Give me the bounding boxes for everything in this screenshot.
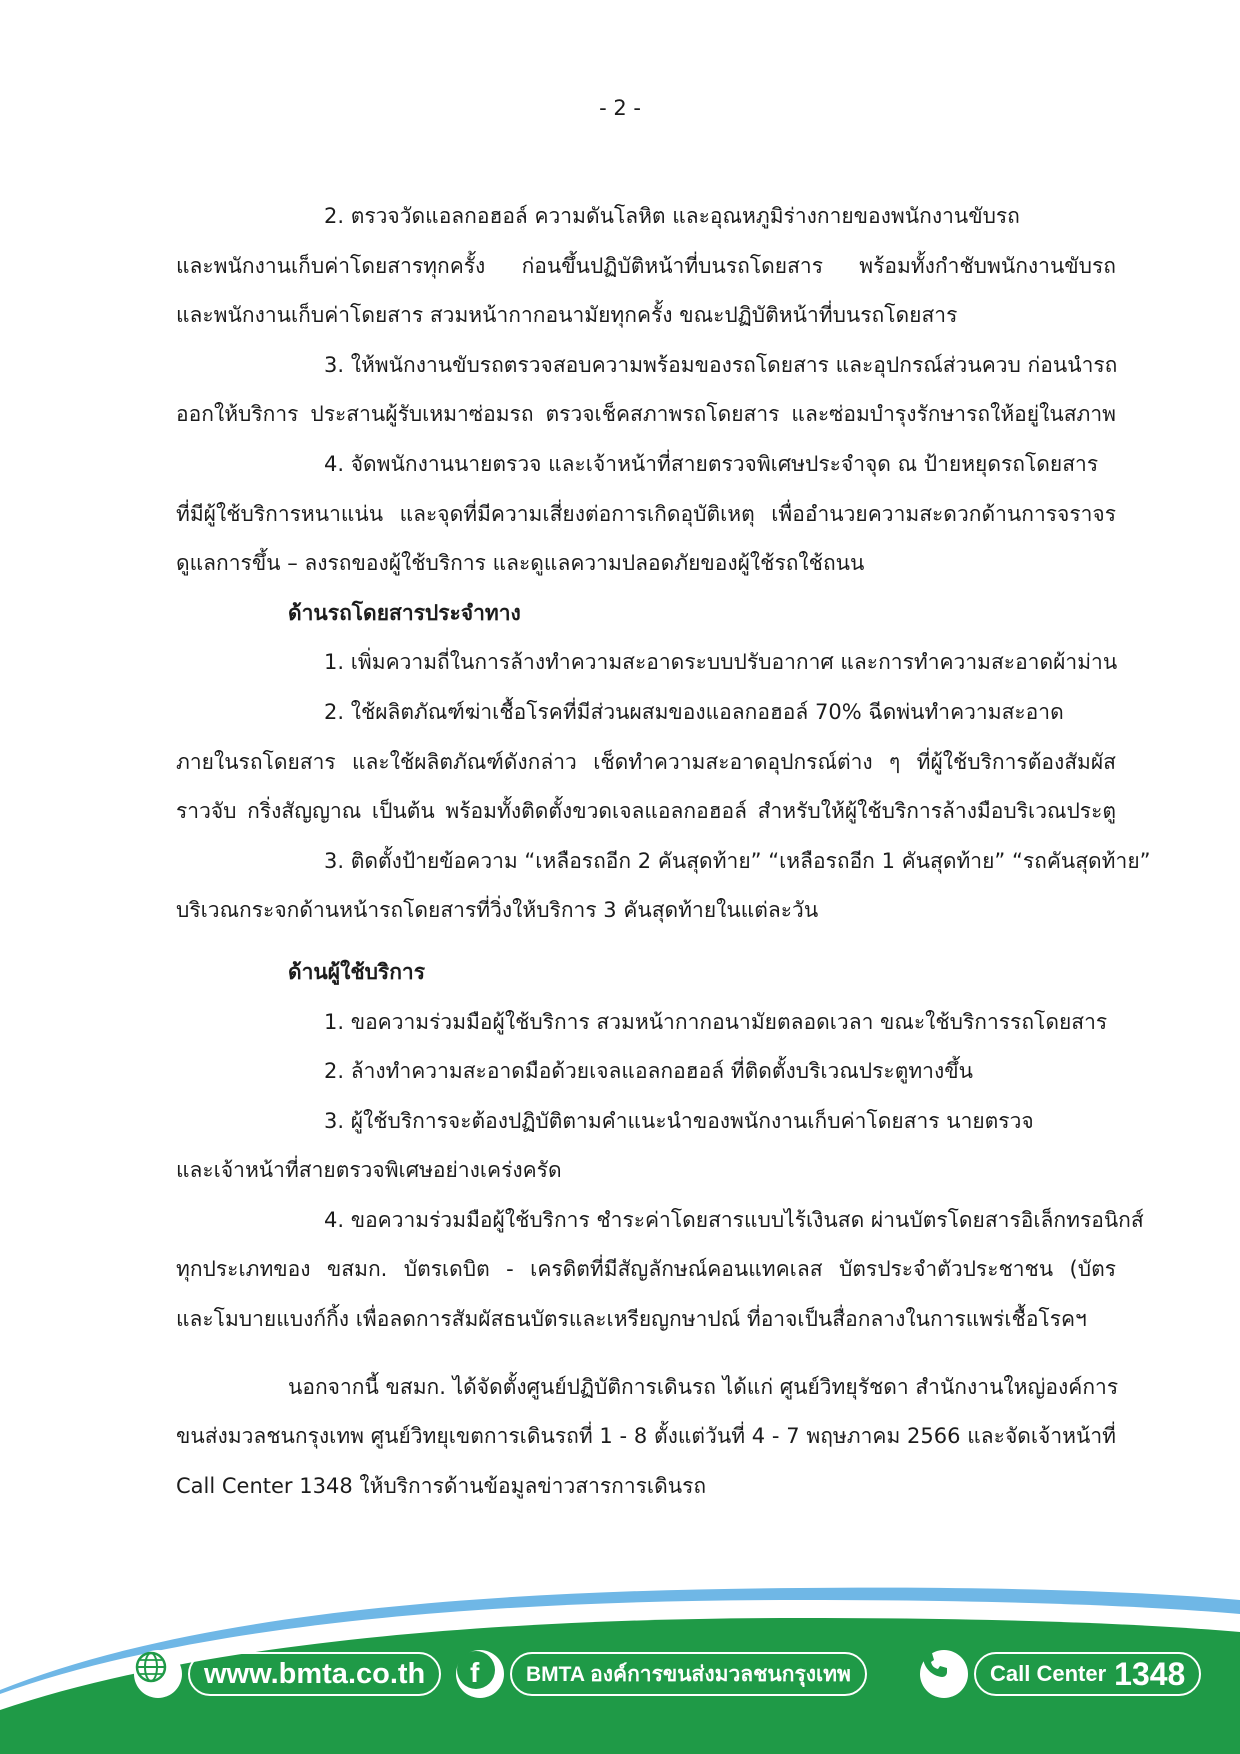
- facebook-link[interactable]: BMTA องค์การขนส่งมวลชนกรุงเทพ: [510, 1652, 867, 1696]
- svg-text:f: f: [470, 1657, 480, 1688]
- paragraph-line: 1. ขอความร่วมมือผู้ใช้บริการ สวมหน้ากากอนามัยตลอดเวลา ขณะใช้บริการรถโดยสาร: [324, 1009, 1108, 1034]
- paragraph-line: ทุกประเภทของ ขสมก. บัตรเดบิต - เครดิตที่มีสัญลักษณ์คอนแทคเลส บัตรประจำตัวประชาชน (บัตร: [176, 1257, 1116, 1282]
- facebook-icon: [456, 1650, 504, 1698]
- paragraph-line: และพนักงานเก็บค่าโดยสารทุกครั้ง ก่อนขึ้นปฏิบัติหน้าที่บนรถโดยสาร พร้อมทั้งกำชับพนักงานขับรถ: [176, 253, 1116, 278]
- footer-facebook[interactable]: [456, 1650, 867, 1698]
- page-number: - 2 -: [599, 96, 641, 120]
- call-center-pill[interactable]: [974, 1652, 1201, 1696]
- paragraph-line: 3. ติดตั้งป้ายข้อความ “เหลือรถอีก 2 คันสุดท้าย” “เหลือรถอีก 1 คันสุดท้าย” “รถคันสุดท้าย”: [324, 848, 1151, 873]
- phone-icon: [920, 1650, 968, 1698]
- section-heading-bus: ด้านรถโดยสารประจำทาง: [288, 600, 521, 625]
- paragraph-line: ขนส่งมวลชนกรุงเทพ ศูนย์วิทยุเขตการเดินรถที่ 1 - 8 ตั้งแต่วันที่ 4 - 7 พฤษภาคม 2566 และจัดเจ้าหน้าที่: [176, 1424, 1116, 1449]
- footer-website[interactable]: [134, 1650, 441, 1698]
- paragraph-line: และเจ้าหน้าที่สายตรวจพิเศษอย่างเคร่งครัด: [176, 1158, 562, 1183]
- paragraph-line: ราวจับ กริ่งสัญญาณ เป็นต้น พร้อมทั้งติดตั้งขวดเจลแอลกอฮอล์ สำหรับให้ผู้ใช้บริการล้างมือบริเวณประตู: [176, 799, 1116, 824]
- paragraph-line: ที่มีผู้ใช้บริการหนาแน่น และจุดที่มีความเสี่ยงต่อการเกิดอุบัติเหตุ เพื่ออำนวยความสะดวกด้านการจราจร: [176, 501, 1116, 526]
- paragraph-line: และโมบายแบงก์กิ้ง เพื่อลดการสัมผัสธนบัตรและเหรียญกษาปณ์ ที่อาจเป็นสื่อกลางในการแพร่เชื้อโรคฯ: [176, 1307, 1087, 1332]
- paragraph-line: 2. ใช้ผลิตภัณฑ์ฆ่าเชื้อโรคที่มีส่วนผสมของแอลกอฮอล์ 70% ฉีดพ่นทำความสะอาด: [324, 699, 1064, 724]
- call-center-label: Call Center: [990, 1661, 1107, 1686]
- paragraph-line: 3. ให้พนักงานขับรถตรวจสอบความพร้อมของรถโดยสาร และอุปกรณ์ส่วนควบ ก่อนนำรถ: [324, 352, 1118, 377]
- paragraph-line: บริเวณกระจกด้านหน้ารถโดยสารที่วิ่งให้บริการ 3 คันสุดท้ายในแต่ละวัน: [176, 898, 819, 923]
- globe-icon: [134, 1650, 182, 1698]
- paragraph-line: นอกจากนี้ ขสมก. ได้จัดตั้งศูนย์ปฏิบัติการเดินรถ ได้แก่ ศูนย์วิทยุรัชดา สำนักงานใหญ่องค์การ: [288, 1374, 1119, 1399]
- paragraph-line: ออกให้บริการ ประสานผู้รับเหมาซ่อมรถ ตรวจเช็คสภาพรถโดยสาร และซ่อมบำรุงรักษารถให้อยู่ในสภาพ: [176, 402, 1116, 427]
- footer-call-center[interactable]: [920, 1650, 1201, 1698]
- paragraph-line: 2. ล้างทำความสะอาดมือด้วยเจลแอลกอฮอล์ ที่ติดตั้งบริเวณประตูทางขึ้น: [324, 1059, 973, 1084]
- call-center-number: 1348: [1114, 1655, 1186, 1692]
- paragraph-line: และพนักงานเก็บค่าโดยสาร สวมหน้ากากอนามัยทุกครั้ง ขณะปฏิบัติหน้าที่บนรถโดยสาร: [176, 303, 958, 328]
- paragraph-line: 1. เพิ่มความถี่ในการล้างทำความสะอาดระบบปรับอากาศ และการทำความสะอาดผ้าม่าน: [324, 650, 1118, 675]
- paragraph-line: ดูแลการขึ้น – ลงรถของผู้ใช้บริการ และดูแลความปลอดภัยของผู้ใช้รถใช้ถนน: [176, 551, 865, 576]
- paragraph-line: Call Center 1348 ให้บริการด้านข้อมูลข่าวสารการเดินรถ: [176, 1473, 707, 1498]
- paragraph-line: 2. ตรวจวัดแอลกอฮอล์ ความดันโลหิต และอุณหภูมิร่างกายของพนักงานขับรถ: [324, 204, 1020, 228]
- website-link[interactable]: www.bmta.co.th: [188, 1652, 441, 1696]
- document-body: [176, 192, 1151, 1511]
- paragraph-line: 3. ผู้ใช้บริการจะต้องปฏิบัติตามคำแนะนำของพนักงานเก็บค่าโดยสาร นายตรวจ: [324, 1108, 1034, 1133]
- footer-banner: [0, 1570, 1240, 1754]
- paragraph-line: 4. ขอความร่วมมือผู้ใช้บริการ ชำระค่าโดยสารแบบไร้เงินสด ผ่านบัตรโดยสารอิเล็กทรอนิกส์: [324, 1207, 1144, 1232]
- section-heading-passengers: ด้านผู้ใช้บริการ: [288, 959, 425, 984]
- paragraph-line: ภายในรถโดยสาร และใช้ผลิตภัณฑ์ดังกล่าว เช็ดทำความสะอาดอุปกรณ์ต่าง ๆ ที่ผู้ใช้บริการต้องสัมผัส: [176, 749, 1116, 774]
- paragraph-line: 4. จัดพนักงานนายตรวจ และเจ้าหน้าที่สายตรวจพิเศษประจำจุด ณ ป้ายหยุดรถโดยสาร: [324, 451, 1099, 476]
